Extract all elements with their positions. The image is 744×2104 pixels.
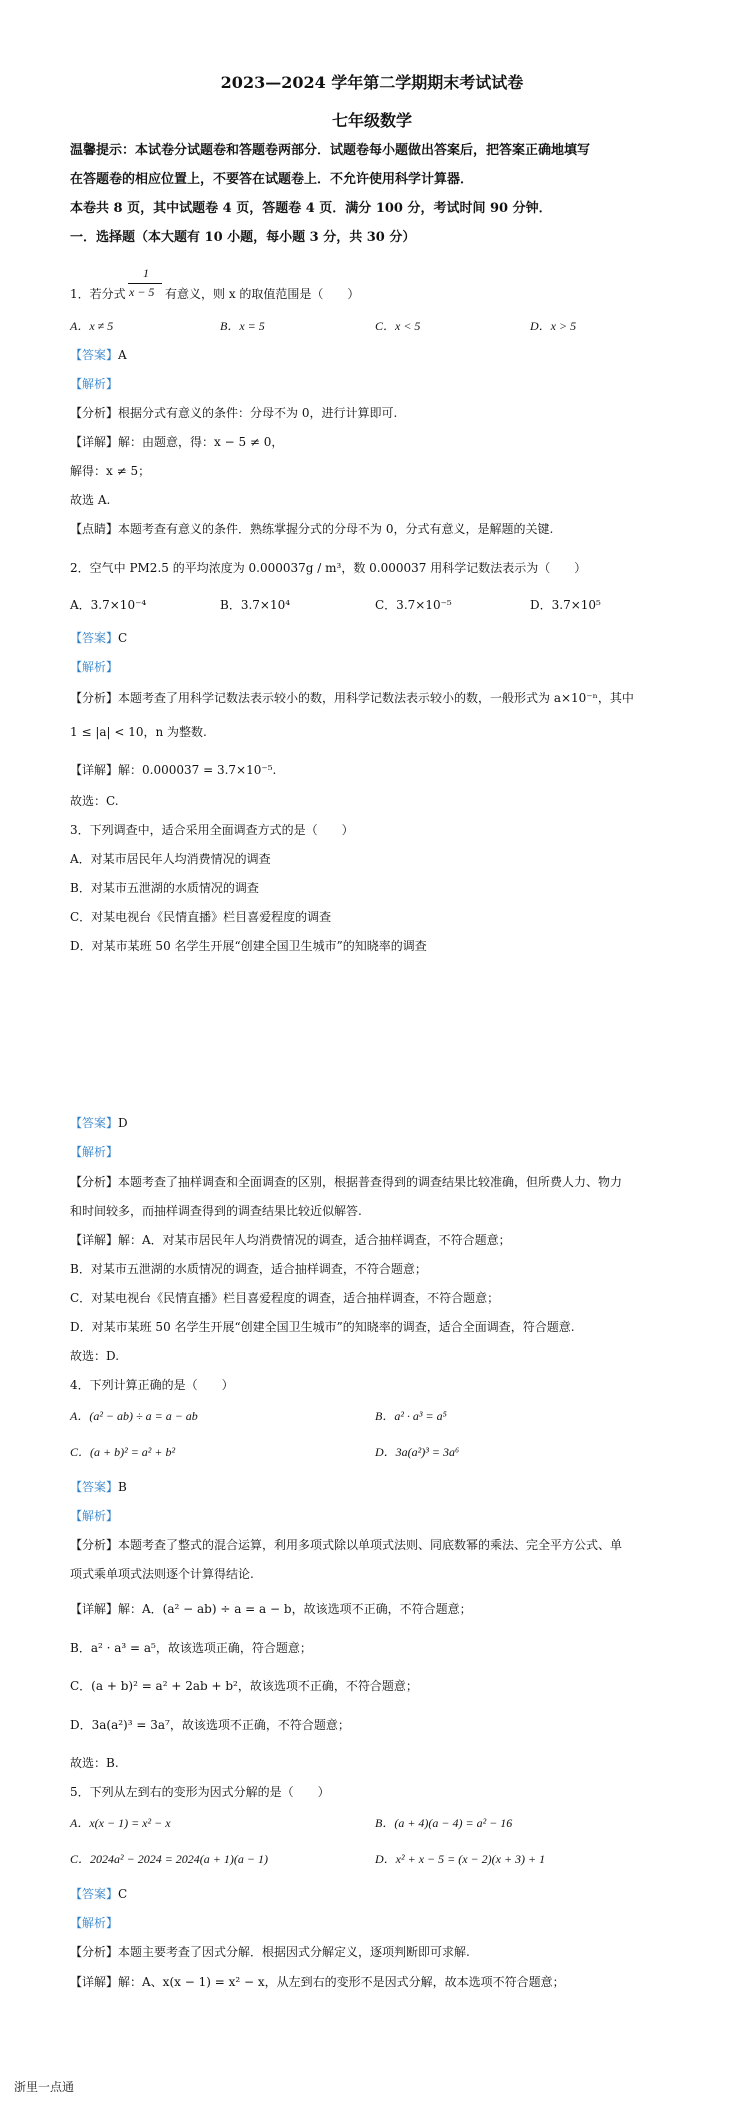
q4-choose: 故选：B. — [70, 1756, 119, 1770]
q2-option-b: B．3.7×10⁴ — [220, 598, 291, 612]
q2-fenxi-2: 1 ≤ |a| < 10，n 为整数. — [70, 725, 207, 739]
page-subtitle: 七年级数学 — [331, 111, 412, 130]
fenxi-tag: 【分析】 — [70, 406, 119, 420]
q4-detail-2: B．a² · a³ = a⁵，故该选项正确，符合题意； — [70, 1641, 312, 1655]
q4-fenxi-text: 本题考查了整式的混合运算，利用多项式除以单项式法则、同底数幂的乘法、完全平方公式、单 — [118, 1538, 623, 1552]
q4-answer-value: B — [118, 1480, 127, 1494]
q2-answer — [70, 630, 127, 646]
q4-detail-4: D．3a(a²)³ = 3a⁷，故该选项不正确，不符合题意； — [70, 1718, 350, 1732]
q1-stem-a: 1．若分式 — [70, 287, 126, 301]
q4-analysis-tag: 【解析】 — [70, 1509, 119, 1523]
fraction-numerator: 1 — [143, 266, 149, 280]
q1-answer-value: A — [118, 348, 127, 362]
q1-option-b: B．x = 5 — [220, 319, 265, 333]
page-title: 2023—2024 学年第二学期期末考试试卷 — [220, 73, 524, 92]
q4-fenxi — [70, 1537, 622, 1553]
q2-answer-value: C — [118, 631, 128, 645]
q2-fenxi-text: 本题考查了用科学记数法表示较小的数，用科学记数法表示较小的数，一般形式为 a×10⁻ⁿ，其中 — [118, 691, 634, 705]
q2-option-a: A．3.7×10⁻⁴ — [70, 598, 147, 612]
q4-detail — [70, 1601, 472, 1617]
q4-detail-3: C．(a + b)² = a² + 2ab + b²，故该选项不正确，不符合题意； — [70, 1679, 418, 1693]
fenxi-tag: 【分析】 — [70, 1945, 119, 1959]
q4-answer — [70, 1479, 127, 1495]
q1-fenxi — [70, 405, 397, 421]
q3-fenxi-text: 本题考查了抽样调查和全面调查的区别，根据普查得到的调查结果比较准确，但所费人力、物力 — [118, 1175, 623, 1189]
q1-answer — [70, 347, 127, 363]
q4-stem: 4．下列计算正确的是（ ） — [70, 1378, 234, 1392]
q2-fenxi — [70, 690, 634, 706]
q2-detail-text: 解：0.000037 = 3.7×10⁻⁵. — [118, 763, 277, 777]
q5-option-c: C．2024a² − 2024 = 2024(a + 1)(a − 1) — [70, 1852, 268, 1866]
section-heading: 一．选择题（本大题有 10 小题，每小题 3 分，共 30 分） — [70, 230, 416, 245]
q1-detail — [70, 434, 283, 450]
q1-solve: 解得：x ≠ 5； — [70, 464, 151, 478]
q3-option-b: B．对某市五泄湖的水质情况的调查 — [70, 881, 259, 895]
q5-option-b: B．(a + 4)(a − 4) = a² − 16 — [375, 1816, 513, 1830]
q4-option-b: B．a² · a³ = a⁵ — [375, 1409, 447, 1423]
q4-option-c: C．(a + b)² = a² + b² — [70, 1445, 176, 1459]
q2-detail — [70, 762, 276, 778]
q4-fenxi-2: 项式乘单项式法则逐个计算得结论. — [70, 1567, 254, 1581]
q3-detail-3: C．对某电视台《民情直播》栏目喜爱程度的调查，适合抽样调查，不符合题意； — [70, 1291, 500, 1305]
q3-detail-1: 解：A．对某市居民年人均消费情况的调查，适合抽样调查，不符合题意； — [118, 1233, 511, 1247]
q3-fenxi-2: 和时间较多，而抽样调查得到的调查结果比较近似解答. — [70, 1204, 362, 1218]
fraction-bar — [128, 283, 162, 284]
q1-stem-b: 有意义，则 x 的取值范围是（ ） — [165, 287, 360, 301]
answer-tag: 【答案】 — [70, 348, 119, 362]
q1-option-a: A．x ≠ 5 — [70, 319, 114, 333]
q3-answer-value: D — [118, 1116, 128, 1130]
point-tag: 【点睛】 — [70, 522, 119, 536]
q5-option-a: A．x(x − 1) = x² − x — [70, 1816, 171, 1830]
q1-point — [70, 521, 553, 537]
q1-analysis-tag: 【解析】 — [70, 377, 119, 391]
q3-option-d: D．对某市某班 50 名学生开展“创建全国卫生城市”的知晓率的调查 — [70, 939, 427, 953]
exam-info: 本卷共 8 页，其中试题卷 4 页，答题卷 4 页．满分 100 分，考试时间 90 分钟． — [70, 201, 552, 216]
tip-line-1: 温馨提示：本试卷分试题卷和答题卷两部分．试题卷每小题做出答案后，把答案正确地填写 — [70, 143, 591, 158]
answer-tag: 【答案】 — [70, 1480, 119, 1494]
q2-stem: 2．空气中 PM2.5 的平均浓度为 0.000037g / m³，数 0.000037 用科学记数法表示为（ ） — [70, 561, 587, 575]
q2-option-c: C．3.7×10⁻⁵ — [375, 598, 452, 612]
q3-detail-2: B．对某市五泄湖的水质情况的调查，适合抽样调查，不符合题意； — [70, 1262, 427, 1276]
q4-option-a: A．(a² − ab) ÷ a = a − ab — [70, 1409, 198, 1423]
q3-detail — [70, 1232, 511, 1248]
fenxi-tag: 【分析】 — [70, 1538, 119, 1552]
q3-option-c: C．对某电视台《民情直播》栏目喜爱程度的调查 — [70, 910, 332, 924]
q5-answer — [70, 1886, 127, 1902]
q2-option-d: D．3.7×10⁵ — [530, 598, 601, 612]
q5-fenxi-text: 本题主要考查了因式分解．根据因式分解定义，逐项判断即可求解. — [118, 1945, 470, 1959]
fenxi-tag: 【分析】 — [70, 691, 119, 705]
fenxi-tag: 【分析】 — [70, 1175, 119, 1189]
detail-tag: 【详解】 — [70, 435, 119, 449]
q4-detail-1: 解：A．(a² − ab) ÷ a = a − b，故该选项不正确，不符合题意； — [118, 1602, 472, 1616]
detail-tag: 【详解】 — [70, 1602, 119, 1616]
q2-choose: 故选：C. — [70, 794, 119, 808]
q5-analysis-tag: 【解析】 — [70, 1916, 119, 1930]
q3-option-a: A．对某市居民年人均消费情况的调查 — [70, 852, 271, 866]
q1-option-d: D．x > 5 — [530, 319, 577, 333]
answer-tag: 【答案】 — [70, 1116, 119, 1130]
q2-analysis-tag: 【解析】 — [70, 660, 119, 674]
q1-option-c: C．x < 5 — [375, 319, 421, 333]
tip-line-2: 在答题卷的相应位置上，不要答在试题卷上．不允许使用科学计算器． — [70, 172, 474, 187]
q3-stem: 3．下列调查中，适合采用全面调查方式的是（ ） — [70, 823, 354, 837]
q5-option-d: D．x² + x − 5 = (x − 2)(x + 3) + 1 — [375, 1852, 546, 1866]
q3-fenxi — [70, 1174, 622, 1190]
fraction-denominator: x − 5 — [129, 285, 155, 299]
footer-brand: 浙里一点通 — [14, 2080, 75, 2094]
answer-tag: 【答案】 — [70, 1887, 119, 1901]
detail-tag: 【详解】 — [70, 1233, 119, 1247]
answer-tag: 【答案】 — [70, 631, 119, 645]
detail-tag: 【详解】 — [70, 1975, 119, 1989]
q5-stem: 5．下列从左到右的变形为因式分解的是（ ） — [70, 1785, 330, 1799]
q5-answer-value: C — [118, 1887, 128, 1901]
q1-point-text: 本题考查有意义的条件．熟练掌握分式的分母不为 0，分式有意义，是解题的关键. — [118, 522, 554, 536]
q1-fenxi-text: 根据分式有意义的条件：分母不为 0，进行计算即可. — [118, 406, 398, 420]
q1-choose: 故选 A. — [70, 493, 111, 507]
q3-analysis-tag: 【解析】 — [70, 1145, 119, 1159]
q4-option-d: D．3a(a²)³ = 3a⁶ — [375, 1445, 460, 1459]
q3-detail-4: D．对某市某班 50 名学生开展“创建全国卫生城市”的知晓率的调查，适合全面调查，符合题意. — [70, 1320, 575, 1334]
detail-tag: 【详解】 — [70, 763, 119, 777]
q3-choose: 故选：D. — [70, 1349, 120, 1363]
q5-detail-1: 解：A、x(x − 1) = x² − x，从左到右的变形不是因式分解，故本选项不符合题意； — [118, 1975, 565, 1989]
q1-detail-text: 解：由题意，得：x − 5 ≠ 0， — [118, 435, 284, 449]
q3-answer — [70, 1115, 128, 1131]
q5-fenxi — [70, 1944, 470, 1960]
q5-detail — [70, 1974, 565, 1990]
